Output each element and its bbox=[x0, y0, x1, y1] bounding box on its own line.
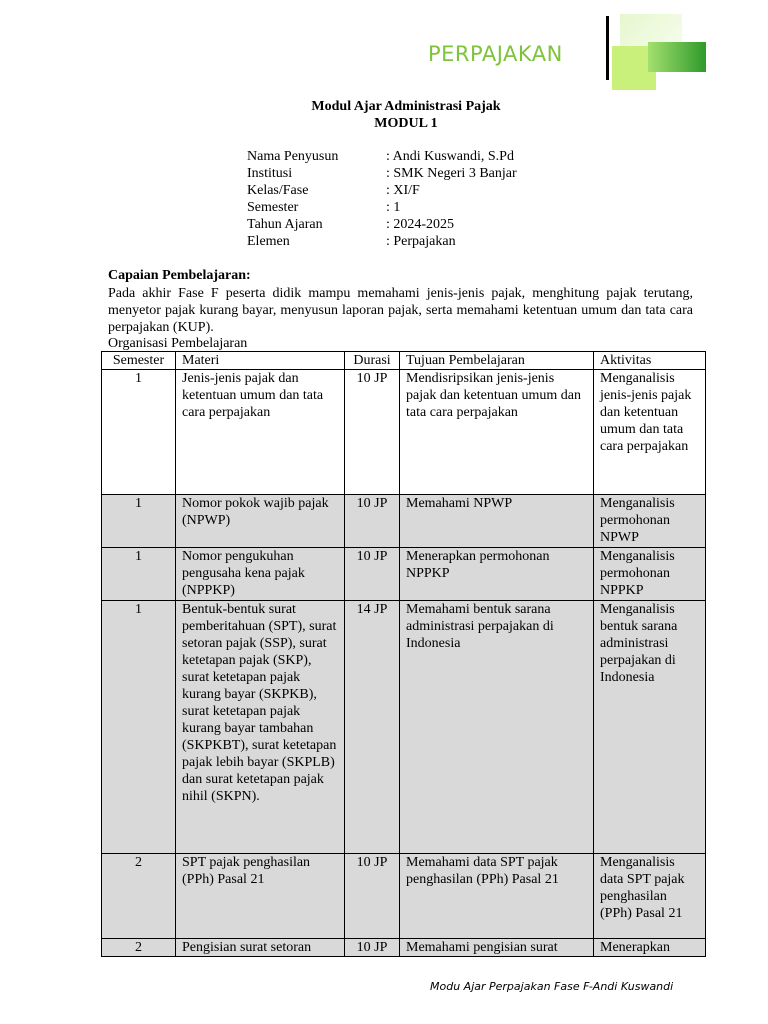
cell-materi: Nomor pengukuhan pengusaha kena pajak (NPPKP) bbox=[176, 548, 345, 601]
cell-durasi: 10 JP bbox=[345, 370, 400, 495]
cell-semester: 1 bbox=[102, 370, 176, 495]
table-header-row bbox=[102, 352, 706, 370]
cell-materi: SPT pajak penghasilan (PPh) Pasal 21 bbox=[176, 854, 345, 939]
identity-info bbox=[247, 148, 517, 250]
document-subtitle: MODUL 1 bbox=[374, 116, 438, 131]
table-row bbox=[102, 370, 706, 495]
cell-tujuan: Memahami pengisian surat bbox=[400, 939, 594, 957]
cell-durasi: 10 JP bbox=[345, 854, 400, 939]
table-row bbox=[102, 548, 706, 601]
cell-tujuan: Memahami NPWP bbox=[400, 495, 594, 548]
table-row bbox=[102, 854, 706, 939]
table-row bbox=[102, 601, 706, 854]
info-row bbox=[247, 148, 517, 165]
cell-aktivitas: Menerapkan bbox=[594, 939, 706, 957]
header-tujuan: Tujuan Pembelajaran bbox=[400, 352, 594, 370]
header-title: PERPAJAKAN bbox=[428, 42, 563, 66]
info-row bbox=[247, 182, 517, 199]
header-aktivitas: Aktivitas bbox=[594, 352, 706, 370]
capaian-text: Pada akhir Fase F peserta didik mampu memahami jenis-jenis pajak, menghitung pajak terutang, menyetor pajak kurang bayar, menyusun laporan pajak, serta memahami ketentuan umum dan tata cara perpajakan (KUP). bbox=[108, 286, 693, 335]
cell-materi: Pengisian surat setoran bbox=[176, 939, 345, 957]
cell-aktivitas: Menganalisis jenis-jenis pajak dan ketentuan umum dan tata cara perpajakan bbox=[594, 370, 706, 495]
document-title: Modul Ajar Administrasi Pajak bbox=[311, 99, 501, 114]
header-materi: Materi bbox=[176, 352, 345, 370]
header-divider-bar bbox=[606, 16, 609, 80]
cell-materi: Nomor pokok wajib pajak (NPWP) bbox=[176, 495, 345, 548]
cell-durasi: 10 JP bbox=[345, 939, 400, 957]
info-label: Semester bbox=[247, 200, 299, 215]
info-value: : 1 bbox=[386, 200, 401, 215]
cell-aktivitas: Menganalisis permohonan NPPKP bbox=[594, 548, 706, 601]
cell-semester: 1 bbox=[102, 548, 176, 601]
cell-durasi: 10 JP bbox=[345, 548, 400, 601]
info-label: Kelas/Fase bbox=[247, 183, 309, 198]
info-label: Elemen bbox=[247, 234, 290, 249]
cell-tujuan: Memahami data SPT pajak penghasilan (PPh) Pasal 21 bbox=[400, 854, 594, 939]
page-footer: Modu Ajar Perpajakan Fase F-Andi Kuswandi bbox=[430, 980, 674, 993]
info-row bbox=[247, 199, 517, 216]
cell-semester: 2 bbox=[102, 854, 176, 939]
info-value: : 2024-2025 bbox=[386, 217, 455, 232]
info-value: : Andi Kuswandi, S.Pd bbox=[386, 149, 514, 164]
cell-semester: 1 bbox=[102, 601, 176, 854]
info-value: : Perpajakan bbox=[386, 234, 456, 249]
cell-materi: Bentuk-bentuk surat pemberitahuan (SPT), surat setoran pajak (SSP), surat ketetapan pajak (SKP), surat ketetapan pajak kurang bayar (SKPKB), surat ketetapan pajak kurang bayar tambahan (SKPKBT), surat ketetapan pajak lebih bayar (SKPLB) dan surat ketetapan pajak nihil (SKPN). bbox=[176, 601, 345, 854]
table-row bbox=[102, 939, 706, 957]
header-durasi: Durasi bbox=[345, 352, 400, 370]
cell-durasi: 14 JP bbox=[345, 601, 400, 854]
cell-tujuan: Mendisripsikan jenis-jenis pajak dan ketentuan umum dan tata cara perpajakan bbox=[400, 370, 594, 495]
header-decoration-green bbox=[648, 42, 706, 72]
capaian-heading: Capaian Pembelajaran: bbox=[108, 268, 251, 283]
info-value: : SMK Negeri 3 Banjar bbox=[386, 166, 517, 181]
cell-tujuan: Menerapkan permohonan NPPKP bbox=[400, 548, 594, 601]
document-title-block bbox=[0, 98, 768, 132]
info-row bbox=[247, 216, 517, 233]
cell-aktivitas: Menganalisis bentuk sarana administrasi perpajakan di Indonesia bbox=[594, 601, 706, 854]
cell-semester: 1 bbox=[102, 495, 176, 548]
cell-aktivitas: Menganalisis permohonan NPWP bbox=[594, 495, 706, 548]
cell-materi: Jenis-jenis pajak dan ketentuan umum dan tata cara perpajakan bbox=[176, 370, 345, 495]
info-label: Tahun Ajaran bbox=[247, 217, 323, 232]
table-row bbox=[102, 495, 706, 548]
cell-aktivitas: Menganalisis data SPT pajak penghasilan (PPh) Pasal 21 bbox=[594, 854, 706, 939]
info-row bbox=[247, 233, 517, 250]
info-row bbox=[247, 165, 517, 182]
cell-durasi: 10 JP bbox=[345, 495, 400, 548]
learning-plan-table bbox=[101, 351, 706, 957]
cell-tujuan: Memahami bentuk sarana administrasi perpajakan di Indonesia bbox=[400, 601, 594, 854]
info-label: Institusi bbox=[247, 166, 293, 181]
info-label: Nama Penyusun bbox=[247, 149, 339, 164]
info-value: : XI/F bbox=[386, 183, 420, 198]
cell-semester: 2 bbox=[102, 939, 176, 957]
organisasi-label: Organisasi Pembelajaran bbox=[108, 336, 248, 351]
header-semester: Semester bbox=[102, 352, 176, 370]
